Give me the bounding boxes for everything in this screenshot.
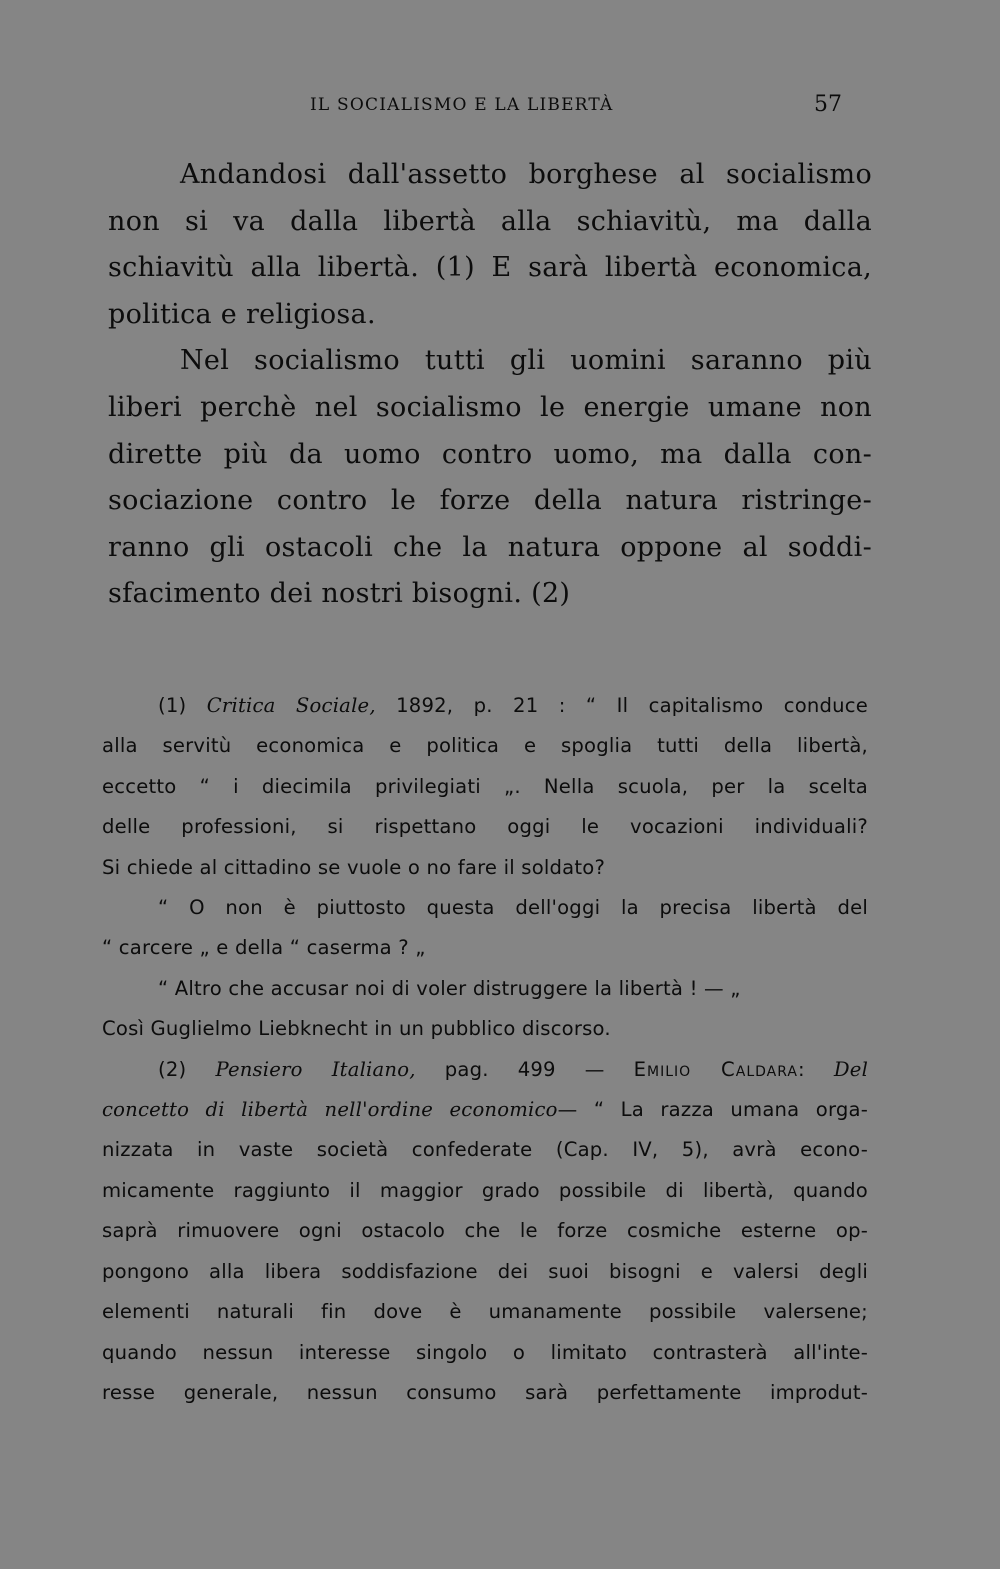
body-line: liberi perchè nel socialismo le energie umane non bbox=[108, 391, 872, 423]
footnote-line: elementi naturali fin dove è umanamente possibile valersene; bbox=[102, 1300, 868, 1324]
running-title: IL SOCIALISMO E LA LIBERTÀ bbox=[310, 95, 614, 115]
footnote-source: Pensiero Italiano, bbox=[215, 1057, 416, 1081]
main-text bbox=[108, 152, 872, 618]
footnote-line: micamente raggiunto il maggior grado possibile di libertà, quando bbox=[102, 1178, 868, 1202]
footnote-text: — “ La razza umana orga- bbox=[557, 1098, 868, 1122]
footnote-text: 1892, p. 21 : “ Il capitalismo conduce bbox=[396, 694, 868, 717]
footnote-marker: (1) bbox=[158, 694, 187, 717]
body-line: Andandosi dall'assetto borghese al socialismo bbox=[180, 159, 872, 190]
footnote-line bbox=[102, 1050, 868, 1090]
footnote-text: pag. 499 — bbox=[444, 1057, 605, 1081]
footnote-line: alla servitù economica e politica e spoglia tutti della libertà, bbox=[102, 734, 868, 758]
footnote-title: Del bbox=[833, 1057, 869, 1081]
body-line: dirette più da uomo contro uomo, ma dalla con- bbox=[108, 438, 872, 470]
footnote-source: Critica Sociale, bbox=[206, 694, 376, 717]
page-number: 57 bbox=[814, 92, 842, 117]
footnote-line bbox=[102, 1090, 868, 1130]
footnote-line: resse generale, nessun consumo sarà perfettamente improdut- bbox=[102, 1380, 868, 1404]
footnote-line bbox=[102, 686, 868, 726]
footnote-line: eccetto “ i diecimila privilegiati „. Nella scuola, per la scelta bbox=[102, 774, 868, 798]
footnote-line: quando nessun interesse singolo o limitato contrasterà all'inte- bbox=[102, 1340, 868, 1364]
footnote-line: Si chiede al cittadino se vuole o no fare il soldato? bbox=[102, 855, 606, 879]
footnote-text: : bbox=[797, 1057, 805, 1081]
footnote-line: Così Guglielmo Liebknecht in un pubblico discorso. bbox=[102, 1017, 611, 1041]
body-line: schiavitù alla libertà. (1) E sarà libertà economica, bbox=[108, 252, 872, 284]
footnote-line: saprà rimuovere ogni ostacolo che le forze cosmiche esterne op- bbox=[102, 1219, 868, 1243]
body-line: Nel socialismo tutti gli uomini saranno più bbox=[180, 345, 872, 377]
body-line: ranno gli ostacoli che la natura oppone al soddi- bbox=[108, 531, 872, 563]
footnotes bbox=[102, 686, 868, 1413]
footnote-line: “ Altro che accusar noi di voler distruggere la libertà ! — „ bbox=[158, 976, 741, 1000]
body-line: sfacimento dei nostri bisogni. (2) bbox=[108, 578, 571, 610]
footnote-title: concetto di libertà nell'ordine economico bbox=[102, 1098, 558, 1122]
body-line: non si va dalla libertà alla schiavitù, ma dalla bbox=[108, 205, 872, 237]
footnote-author: Emilio Caldara bbox=[633, 1057, 798, 1081]
footnote-line: delle professioni, si rispettano oggi le vocazioni individuali? bbox=[102, 815, 868, 839]
page-header bbox=[100, 90, 872, 120]
footnote-line: “ O non è piuttosto questa dell'oggi la precisa libertà del bbox=[158, 896, 868, 920]
footnote-line: pongono alla libera soddisfazione dei suoi bisogni e valersi degli bbox=[102, 1259, 868, 1283]
body-line: politica e religiosa. bbox=[108, 298, 376, 330]
footnote-line: nizzata in vaste società confederate (Cap. IV, 5), avrà econo- bbox=[102, 1138, 868, 1162]
body-line: sociazione contro le forze della natura ristringe- bbox=[108, 485, 872, 517]
footnote-marker: (2) bbox=[158, 1057, 187, 1081]
footnote-line: “ carcere „ e della “ caserma ? „ bbox=[102, 936, 426, 960]
